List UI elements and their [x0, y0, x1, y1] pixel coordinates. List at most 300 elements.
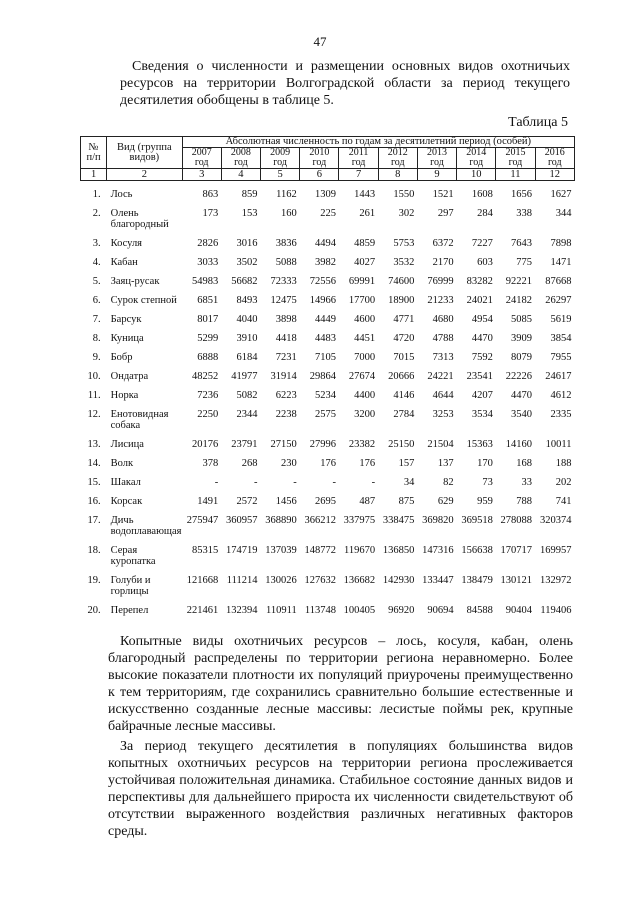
count-cell: 110911: [266, 605, 297, 616]
count-cell: 119406: [540, 605, 572, 616]
count-cell: 82: [443, 477, 454, 488]
species-name: Куница: [110, 333, 144, 344]
count-cell: 21504: [427, 439, 454, 450]
count-cell: 74600: [388, 276, 415, 287]
species-name: Норка: [110, 390, 139, 401]
count-cell: 603: [477, 257, 493, 268]
count-cell: 366212: [304, 515, 336, 526]
header-col-index: 11: [496, 169, 535, 181]
table-row: [81, 346, 575, 365]
count-cell: 368890: [265, 515, 297, 526]
species-name: Ондатра: [110, 371, 149, 382]
count-cell: 6184: [236, 352, 258, 363]
count-cell: 875: [398, 496, 415, 507]
count-cell: 284: [477, 208, 493, 219]
header-year-value: 2015: [505, 147, 526, 158]
count-cell: 7592: [471, 352, 493, 363]
header-col-index: 1: [81, 169, 107, 181]
count-cell: 4644: [432, 390, 454, 401]
count-cell: 1608: [471, 189, 493, 200]
table-row: [81, 289, 575, 308]
header-num: № п/п: [81, 137, 107, 169]
row-number: 20.: [87, 605, 101, 616]
count-cell: 29864: [309, 371, 336, 382]
table-row: [81, 452, 575, 471]
count-cell: 160: [280, 208, 297, 219]
count-cell: 4040: [236, 314, 258, 325]
count-cell: 24021: [466, 295, 493, 306]
count-cell: 4207: [471, 390, 493, 401]
count-cell: 3910: [236, 333, 258, 344]
count-cell: 230: [280, 458, 297, 469]
count-cell: 23541: [466, 371, 493, 382]
header-year-unit: год: [273, 157, 287, 168]
count-cell: 3540: [511, 409, 533, 420]
header-year-value: 2009: [270, 147, 291, 158]
count-cell: 4418: [275, 333, 297, 344]
count-cell: 360957: [226, 515, 258, 526]
species-name: Лось: [110, 189, 133, 200]
count-cell: 132394: [226, 605, 258, 616]
count-cell: 3016: [236, 238, 258, 249]
count-cell: 344: [555, 208, 572, 219]
count-cell: 2344: [236, 409, 258, 420]
count-cell: 7898: [550, 238, 572, 249]
header-year: [417, 148, 456, 169]
count-cell: 132972: [540, 575, 572, 586]
count-cell: 121668: [186, 575, 219, 586]
count-cell: -: [293, 477, 297, 488]
header-year-unit: год: [469, 157, 484, 168]
species-name: Енотовидная собака: [110, 409, 169, 431]
count-cell: 24221: [427, 371, 454, 382]
row-number: 10.: [87, 371, 101, 382]
count-cell: 31914: [270, 371, 297, 382]
count-cell: 7236: [197, 390, 219, 401]
count-cell: 2695: [314, 496, 336, 507]
count-cell: 261: [359, 208, 376, 219]
count-cell: 2572: [236, 496, 258, 507]
count-cell: 24182: [505, 295, 533, 306]
count-cell: 1521: [432, 189, 454, 200]
count-cell: 26297: [545, 295, 572, 306]
row-number: 6.: [92, 295, 101, 306]
count-cell: 278088: [500, 515, 533, 526]
count-cell: 176: [320, 458, 336, 469]
header-year-value: 2007: [191, 147, 212, 158]
count-cell: 202: [555, 477, 572, 488]
count-cell: 320374: [540, 515, 572, 526]
header-col-index: 4: [221, 169, 260, 181]
count-cell: 1309: [314, 189, 336, 200]
count-cell: 6888: [197, 352, 219, 363]
count-cell: 33: [521, 477, 533, 488]
count-cell: 775: [516, 257, 533, 268]
count-cell: 20176: [192, 439, 219, 450]
count-cell: 54983: [192, 276, 219, 287]
count-cell: 275947: [186, 515, 219, 526]
count-cell: 111214: [226, 575, 258, 586]
row-number: 17.: [87, 515, 101, 526]
row-number: 12.: [87, 409, 101, 420]
count-cell: 268: [241, 458, 258, 469]
header-year: [261, 148, 300, 169]
count-cell: 174719: [226, 545, 258, 556]
count-cell: 90404: [505, 605, 533, 616]
row-number: 4.: [92, 257, 101, 268]
count-cell: 83282: [466, 276, 493, 287]
count-cell: 859: [241, 189, 258, 200]
count-cell: 136682: [343, 575, 376, 586]
table-row: [81, 384, 575, 403]
count-cell: 20666: [388, 371, 415, 382]
header-year-value: 2014: [466, 147, 487, 158]
count-cell: 15363: [466, 439, 493, 450]
count-cell: 24617: [545, 371, 572, 382]
count-cell: 14160: [505, 439, 533, 450]
count-cell: 5753: [393, 238, 415, 249]
count-cell: 7015: [393, 352, 415, 363]
count-cell: 6223: [275, 390, 297, 401]
count-cell: 133447: [422, 575, 454, 586]
count-cell: 169957: [540, 545, 572, 556]
count-cell: 137039: [265, 545, 297, 556]
count-cell: 7313: [432, 352, 454, 363]
species-name: Дичь водоплавающая: [110, 515, 182, 537]
count-cell: 147316: [422, 545, 454, 556]
header-col-index: 9: [417, 169, 456, 181]
species-name: Перепел: [110, 605, 149, 616]
table-row: [81, 539, 575, 569]
header-col-index: 5: [261, 169, 300, 181]
row-number: 3.: [92, 238, 101, 249]
count-cell: 1627: [550, 189, 572, 200]
count-cell: 34: [403, 477, 415, 488]
count-cell: 225: [320, 208, 336, 219]
count-cell: 4954: [471, 314, 493, 325]
count-cell: 221461: [186, 605, 219, 616]
population-table: [80, 136, 575, 618]
table-row: [81, 232, 575, 251]
intro-text: Сведения о численности и размещении основных видов охотничьих ресурсов на территории Волгоградской области за период текущего десятилетия обобщены в таблице 5.: [120, 59, 570, 108]
header-col-index: 8: [378, 169, 417, 181]
species-name: Корсак: [110, 496, 143, 507]
count-cell: 3854: [550, 333, 572, 344]
species-name: Шакал: [110, 477, 141, 488]
count-cell: 741: [555, 496, 572, 507]
count-cell: 188: [555, 458, 572, 469]
count-cell: -: [214, 477, 219, 488]
count-cell: 23791: [231, 439, 258, 450]
count-cell: 137: [437, 458, 454, 469]
header-year: [378, 148, 417, 169]
header-year: [182, 148, 221, 169]
header-year-unit: год: [390, 157, 405, 168]
header-year-value: 2013: [427, 147, 447, 158]
table-body: [81, 181, 575, 619]
count-cell: 5299: [197, 333, 219, 344]
header-year-unit: год: [194, 157, 209, 168]
header-year: [496, 148, 535, 169]
species-name: Олень благородный: [110, 208, 169, 230]
count-cell: 85315: [192, 545, 219, 556]
table-row: [81, 308, 575, 327]
count-cell: 10011: [545, 439, 572, 450]
count-cell: 1471: [550, 257, 572, 268]
count-cell: 7643: [511, 238, 533, 249]
row-number: 13.: [87, 439, 101, 450]
header-year: [221, 148, 260, 169]
count-cell: 5234: [314, 390, 336, 401]
count-cell: 7227: [471, 238, 493, 249]
row-number: 18.: [87, 545, 101, 556]
count-cell: 41977: [231, 371, 258, 382]
paragraph-2-text: За период текущего десятилетия в популяциях большинства видов копытных охотничьих ресурсов на территории региона прослеживается устойчивая положительная динамика. Стабильное состояние данных видов и перспективы для дальнейшего прироста их численности свидетельствуют об отсутствии выраженного воздействия различных негативных факторов среды.: [108, 739, 573, 839]
row-number: 15.: [87, 477, 101, 488]
count-cell: 157: [398, 458, 415, 469]
count-cell: 7000: [354, 352, 376, 363]
table-row: [81, 327, 575, 346]
count-cell: 4451: [354, 333, 376, 344]
count-cell: 1550: [393, 189, 415, 200]
row-number: 19.: [87, 575, 101, 586]
count-cell: 48252: [192, 371, 219, 382]
count-cell: 338475: [382, 515, 415, 526]
count-cell: 84588: [466, 605, 493, 616]
count-cell: 2170: [432, 257, 454, 268]
count-cell: 3982: [314, 257, 336, 268]
row-number: 11.: [87, 390, 101, 401]
count-cell: 25150: [388, 439, 415, 450]
row-number: 5.: [92, 276, 101, 287]
header-col-index: 2: [107, 169, 182, 181]
count-cell: 4483: [314, 333, 336, 344]
header-year: [457, 148, 496, 169]
count-cell: 72333: [270, 276, 297, 287]
count-cell: 369820: [422, 515, 454, 526]
table-row: [81, 365, 575, 384]
count-cell: 138479: [461, 575, 493, 586]
table-row: [81, 490, 575, 509]
count-cell: 369518: [461, 515, 493, 526]
count-cell: 27150: [270, 439, 297, 450]
count-cell: 4449: [314, 314, 336, 325]
count-cell: 4027: [354, 257, 376, 268]
count-cell: 4788: [432, 333, 454, 344]
paragraph-2: [108, 738, 573, 840]
count-cell: 4771: [393, 314, 415, 325]
count-cell: 1443: [354, 189, 376, 200]
count-cell: 1491: [197, 496, 219, 507]
count-cell: 4600: [354, 314, 376, 325]
count-cell: 4859: [354, 238, 376, 249]
header-year-unit: год: [430, 157, 444, 168]
header-year: [300, 148, 339, 169]
row-number: 7.: [92, 314, 101, 325]
count-cell: 378: [202, 458, 219, 469]
count-cell: 338: [516, 208, 533, 219]
header-col-index: 7: [339, 169, 378, 181]
header-col-index: 6: [300, 169, 339, 181]
count-cell: 8079: [511, 352, 533, 363]
count-cell: 1162: [276, 189, 297, 200]
count-cell: 4680: [432, 314, 454, 325]
count-cell: 72556: [309, 276, 336, 287]
count-cell: 3909: [511, 333, 533, 344]
table-row: [81, 403, 575, 433]
header-year: [535, 148, 574, 169]
count-cell: 173: [202, 208, 219, 219]
table-row: [81, 251, 575, 270]
count-cell: 2575: [314, 409, 336, 420]
count-cell: 142930: [382, 575, 415, 586]
count-cell: 14966: [309, 295, 336, 306]
count-cell: 69991: [348, 276, 376, 287]
count-cell: 2784: [393, 409, 415, 420]
count-cell: 2826: [197, 238, 219, 249]
count-cell: 127632: [304, 575, 336, 586]
paragraph-1-text: Копытные виды охотничьих ресурсов – лось, косуля, кабан, олень благородный распределены по территории региона неравномерно. Более высокие показатели плотности их популяций приурочены преимущественно к тем территориям, где сохранились сравнительно большие естественные и искусственно созданные лесные массивы: лесистые поймы рек, крупные байрачные лесные массивы.: [108, 634, 573, 734]
count-cell: 21233: [427, 295, 454, 306]
count-cell: 56682: [231, 276, 258, 287]
count-cell: 629: [437, 496, 454, 507]
count-cell: 3033: [197, 257, 219, 268]
count-cell: 130026: [265, 575, 297, 586]
count-cell: 113748: [304, 605, 336, 616]
count-cell: 17700: [348, 295, 376, 306]
table-row: [81, 599, 575, 618]
count-cell: -: [254, 477, 258, 488]
count-cell: 5085: [511, 314, 533, 325]
header-year-value: 2012: [387, 147, 408, 158]
row-number: 16.: [87, 496, 101, 507]
header-species: Вид (группа видов): [107, 137, 182, 169]
count-cell: 100405: [343, 605, 376, 616]
count-cell: 4400: [354, 390, 376, 401]
header-year-unit: год: [547, 157, 562, 168]
count-cell: 7231: [275, 352, 297, 363]
header-year-unit: год: [508, 157, 523, 168]
count-cell: 4494: [314, 238, 336, 249]
count-cell: 337975: [343, 515, 376, 526]
count-cell: 487: [359, 496, 376, 507]
count-cell: 8493: [236, 295, 258, 306]
header-year-value: 2011: [348, 147, 369, 158]
page-number: 47: [313, 34, 327, 49]
count-cell: 76999: [427, 276, 454, 287]
table-row: [81, 433, 575, 452]
count-cell: 1456: [275, 496, 297, 507]
table-row: [81, 509, 575, 539]
count-cell: 153: [241, 208, 258, 219]
count-cell: 1656: [511, 189, 533, 200]
count-cell: 23382: [348, 439, 376, 450]
count-cell: 3534: [471, 409, 493, 420]
count-cell: 4470: [511, 390, 533, 401]
header-row-main: [81, 137, 575, 148]
count-cell: 12475: [270, 295, 297, 306]
count-cell: 6851: [197, 295, 219, 306]
count-cell: 5088: [275, 257, 297, 268]
count-cell: 96920: [388, 605, 415, 616]
count-cell: 170: [477, 458, 493, 469]
header-year-unit: год: [351, 157, 366, 168]
count-cell: 170717: [500, 545, 533, 556]
count-cell: 136850: [382, 545, 415, 556]
count-cell: 5082: [236, 390, 258, 401]
count-cell: 3898: [275, 314, 297, 325]
species-name: Косуля: [110, 238, 143, 249]
header-year-value: 2010: [309, 147, 330, 158]
count-cell: 959: [477, 496, 493, 507]
count-cell: 148772: [304, 545, 336, 556]
count-cell: 119670: [344, 545, 376, 556]
header-year-unit: год: [234, 157, 248, 168]
count-cell: 6372: [432, 238, 454, 249]
count-cell: 788: [516, 496, 533, 507]
count-cell: 7955: [550, 352, 572, 363]
header-year-value: 2016: [544, 147, 565, 158]
species-name: Барсук: [110, 314, 142, 325]
count-cell: 130121: [500, 575, 533, 586]
species-name: Голуби и горлицы: [110, 575, 151, 597]
count-cell: 5619: [550, 314, 572, 325]
count-cell: 302: [398, 208, 415, 219]
row-number: 9.: [92, 352, 101, 363]
species-name: Лисица: [110, 439, 144, 450]
count-cell: 92221: [505, 276, 533, 287]
intro-paragraph: [120, 58, 570, 109]
count-cell: 4470: [471, 333, 493, 344]
count-cell: 27674: [348, 371, 376, 382]
count-cell: 2250: [197, 409, 219, 420]
count-cell: 8017: [197, 314, 219, 325]
header-col-index: 3: [182, 169, 221, 181]
species-name: Бобр: [110, 352, 133, 363]
count-cell: 90694: [427, 605, 454, 616]
species-name: Серая куропатка: [110, 545, 156, 567]
count-cell: 3253: [432, 409, 454, 420]
table-row: [81, 270, 575, 289]
table-row: [81, 569, 575, 599]
count-cell: 3502: [236, 257, 258, 268]
row-number: 14.: [87, 458, 101, 469]
count-cell: -: [332, 477, 336, 488]
count-cell: 2335: [550, 409, 572, 420]
count-cell: 22226: [505, 371, 533, 382]
count-cell: -: [371, 477, 376, 488]
header-year: [339, 148, 378, 169]
species-name: Заяц-русак: [110, 276, 160, 287]
count-cell: 27996: [309, 439, 336, 450]
species-name: Волк: [110, 458, 134, 469]
count-cell: 4612: [550, 390, 572, 401]
header-year-unit: год: [312, 157, 327, 168]
count-cell: 87668: [545, 276, 572, 287]
count-cell: 2238: [275, 409, 297, 420]
count-cell: 863: [202, 189, 219, 200]
count-cell: 168: [516, 458, 533, 469]
count-cell: 3200: [354, 409, 376, 420]
count-cell: 176: [359, 458, 376, 469]
row-number: 2.: [92, 208, 101, 219]
header-col-index: 10: [457, 169, 496, 181]
table-caption: Таблица 5: [508, 115, 568, 130]
count-cell: 3836: [275, 238, 297, 249]
table-row: [81, 181, 575, 203]
table-row: [81, 202, 575, 232]
count-cell: 156638: [461, 545, 493, 556]
